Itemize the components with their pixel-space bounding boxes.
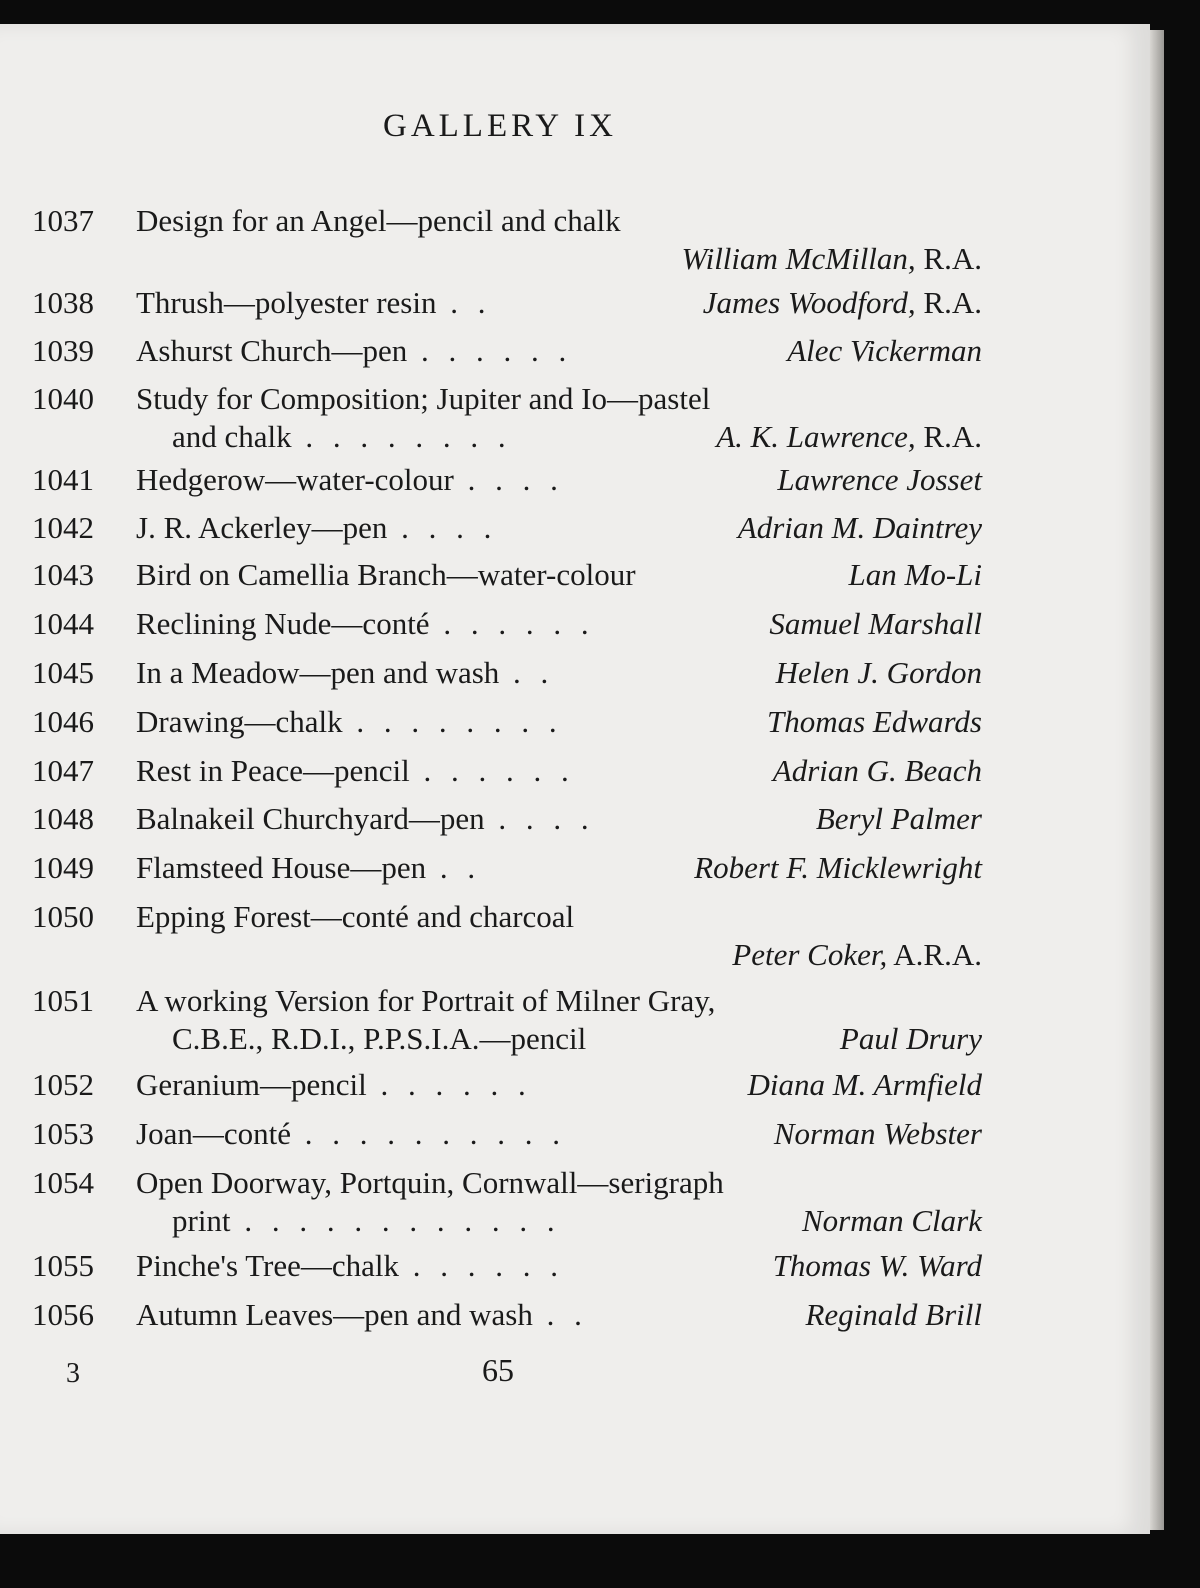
entry-title: Thrush—polyester resin . . xyxy=(136,285,492,320)
entry-number: 1054 xyxy=(32,1165,94,1200)
entry-title: Open Doorway, Portquin, Cornwall—serigraph xyxy=(136,1165,724,1200)
artist-name: James Woodford, R.A. xyxy=(702,285,982,320)
entry-title: Reclining Nude—conté . . . . . . xyxy=(136,606,595,641)
artist-name: William McMillan, R.A. xyxy=(681,241,982,276)
entry-title: A working Version for Portrait of Milner Gray, xyxy=(136,983,716,1018)
entry-title: Epping Forest—conté and charcoal xyxy=(136,899,575,934)
catalogue-entry xyxy=(32,1296,982,1334)
catalogue-entry xyxy=(32,800,982,838)
entry-number: 1051 xyxy=(32,983,94,1018)
entry-number: 1037 xyxy=(32,203,94,238)
catalogue-entry xyxy=(32,703,982,741)
entry-number: 1043 xyxy=(32,557,94,592)
entry-title: Autumn Leaves—pen and wash . . xyxy=(136,1297,588,1332)
catalogue-entry xyxy=(32,898,982,974)
artist-honours: A.R.A. xyxy=(887,937,982,972)
entry-title: Geranium—pencil . . . . . . xyxy=(136,1067,532,1102)
page-edge xyxy=(1150,30,1164,1530)
entry-title-continued: C.B.E., R.D.I., P.P.S.I.A.—pencil xyxy=(172,1021,587,1056)
artist-name: Alec Vickerman xyxy=(787,333,982,368)
artist-name: Thomas Edwards xyxy=(766,704,982,739)
page-number: 65 xyxy=(482,1352,514,1388)
catalogue-entry xyxy=(32,982,982,1058)
catalogue-entry xyxy=(32,284,982,322)
entry-title: Rest in Peace—pencil . . . . . . xyxy=(136,753,575,788)
entry-number: 1039 xyxy=(32,333,94,368)
entry-number: 1045 xyxy=(32,655,94,690)
artist-name: Lan Mo-Li xyxy=(848,557,982,592)
catalogue-entry xyxy=(32,380,982,456)
artist-name: Thomas W. Ward xyxy=(772,1248,982,1283)
artist-name: Adrian M. Daintrey xyxy=(737,510,982,545)
catalogue-entry xyxy=(32,605,982,643)
entry-number: 1050 xyxy=(32,899,94,934)
artist-name: Adrian G. Beach xyxy=(772,753,982,788)
catalogue-entry xyxy=(32,461,982,499)
entry-title: Ashurst Church—pen . . . . . . xyxy=(136,333,573,368)
entry-title: Design for an Angel—pencil and chalk xyxy=(136,203,621,238)
catalogue-entry xyxy=(32,332,982,370)
artist-name: Helen J. Gordon xyxy=(775,655,982,690)
entry-number: 1049 xyxy=(32,850,94,885)
artist-name: A. K. Lawrence, R.A. xyxy=(716,419,982,454)
entry-number: 1055 xyxy=(32,1248,94,1283)
artist-name: Norman Webster xyxy=(773,1116,982,1151)
entry-title-continued: print . . . . . . . . . . . . xyxy=(172,1203,561,1238)
entry-number: 1041 xyxy=(32,462,94,497)
catalogue-entry xyxy=(32,752,982,790)
catalogue-entry xyxy=(32,202,982,278)
catalogue-entry xyxy=(32,654,982,692)
catalogue-entry xyxy=(32,509,982,547)
entry-number: 1042 xyxy=(32,510,94,545)
catalogue-entry xyxy=(32,1247,982,1285)
artist-name: Peter Coker, A.R.A. xyxy=(732,937,982,972)
artist-name: Beryl Palmer xyxy=(815,801,982,836)
entry-title: Flamsteed House—pen . . xyxy=(136,850,482,885)
entry-number: 1052 xyxy=(32,1067,94,1102)
signature-mark: 3 xyxy=(66,1358,80,1389)
catalogue-entry xyxy=(32,1066,982,1104)
entry-title: Pinche's Tree—chalk . . . . . . xyxy=(136,1248,565,1283)
entry-title: Drawing—chalk . . . . . . . . xyxy=(136,704,563,739)
artist-name: Lawrence Josset xyxy=(777,462,982,497)
entry-title: Hedgerow—water-colour . . . . xyxy=(136,462,564,497)
entry-title: Balnakeil Churchyard—pen . . . . xyxy=(136,801,595,836)
catalogue-entry xyxy=(32,1164,982,1240)
artist-name: Norman Clark xyxy=(802,1203,982,1238)
page-title: GALLERY IX xyxy=(382,108,617,144)
artist-honours: R.A. xyxy=(915,419,982,454)
entry-number: 1056 xyxy=(32,1297,94,1332)
artist-honours: R.A. xyxy=(915,241,982,276)
entry-title: In a Meadow—pen and wash . . xyxy=(136,655,555,690)
entry-title: Study for Composition; Jupiter and Io—pastel xyxy=(136,381,711,416)
artist-name: Reginald Brill xyxy=(805,1297,982,1332)
entry-number: 1047 xyxy=(32,753,94,788)
artist-name: Robert F. Micklewright xyxy=(694,850,982,885)
entry-title: J. R. Ackerley—pen . . . . xyxy=(136,510,498,545)
catalogue-entry xyxy=(32,556,982,594)
artist-name: Paul Drury xyxy=(839,1021,982,1056)
artist-honours: R.A. xyxy=(915,285,982,320)
catalogue-entry xyxy=(32,849,982,887)
catalogue-entry xyxy=(32,1115,982,1153)
entry-number: 1048 xyxy=(32,801,94,836)
entry-number: 1040 xyxy=(32,381,94,416)
entry-title-continued: and chalk . . . . . . . . xyxy=(172,419,512,454)
entry-number: 1038 xyxy=(32,285,94,320)
entry-title: Joan—conté . . . . . . . . . . xyxy=(136,1116,566,1151)
artist-name: Diana M. Armfield xyxy=(747,1067,982,1102)
artist-name: Samuel Marshall xyxy=(769,606,982,641)
entry-number: 1046 xyxy=(32,704,94,739)
entry-title: Bird on Camellia Branch—water-colour xyxy=(136,557,636,592)
entry-number: 1044 xyxy=(32,606,94,641)
entry-number: 1053 xyxy=(32,1116,94,1151)
